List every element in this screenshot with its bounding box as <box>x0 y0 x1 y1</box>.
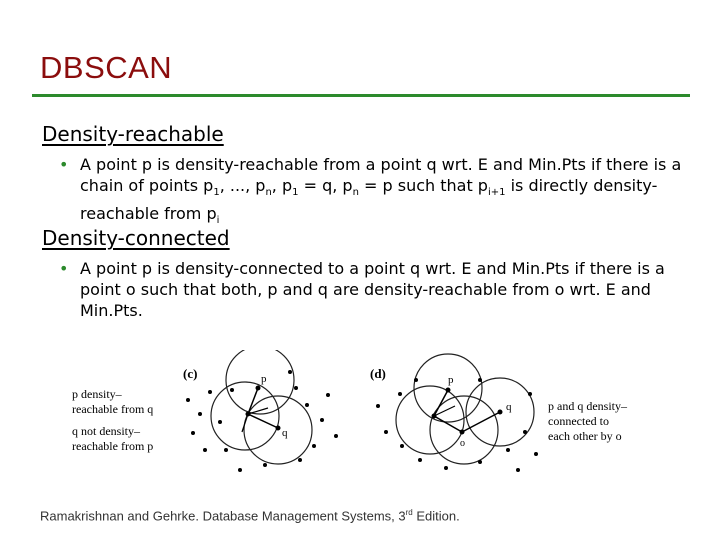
panel-d-note-line2: connected to <box>548 414 609 428</box>
point-q-label-c: q <box>282 427 288 439</box>
title-divider <box>32 94 690 97</box>
panel-c-note1-line2: reachable from q <box>72 402 154 416</box>
panel-d-note-line3: each other by o <box>548 429 622 443</box>
point-o-label-d: o <box>460 438 465 449</box>
panel-d-label: (d) <box>370 366 386 381</box>
bullet-density-connected: • A point p is density-connected to a point q wrt. E and Min.Pts if there is a point o such that both, p and q are density-reachable from o wrt. E and Min.Pts. <box>59 259 665 320</box>
citation-footer: Ramakrishnan and Gehrke. Database Management Systems, 3rd Edition. <box>40 508 460 524</box>
noise-points-d <box>376 378 538 472</box>
panel-c-note2-line1: q not density– <box>72 424 140 438</box>
dbscan-figure <box>60 350 690 500</box>
panel-c <box>72 350 338 472</box>
slide-title: DBSCAN <box>40 50 173 85</box>
point-q-label-d: q <box>506 401 512 413</box>
bullet-density-reachable: • A point p is density-reachable from a point q wrt. E and Min.Pts if there is a chain of points $p_1$, ..., $p_n$, $p_1 = q$, $p_n = p$ such that $p_{i+1}$ is directly density-reachable from $p_i$ <box>59 155 682 227</box>
bullet-dot-icon: • <box>59 155 69 174</box>
neighborhood-circle-o-d <box>430 396 498 464</box>
bullet-dot-icon: • <box>59 259 69 278</box>
panel-d-note-line1: p and q density– <box>548 399 627 413</box>
panel-c-note1-line1: p density– <box>72 387 122 401</box>
panel-c-note2-line2: reachable from p <box>72 439 154 453</box>
point-p-label-d: p <box>448 374 454 386</box>
heading-density-reachable: Density-reachable <box>42 122 224 146</box>
neighborhood-circle-p <box>226 350 294 414</box>
heading-density-connected: Density-connected <box>42 226 230 250</box>
point-p-label-c: p <box>261 373 267 385</box>
panel-d <box>370 354 628 472</box>
panel-c-label: (c) <box>183 366 198 381</box>
neighborhood-circle-left-d <box>396 386 464 454</box>
